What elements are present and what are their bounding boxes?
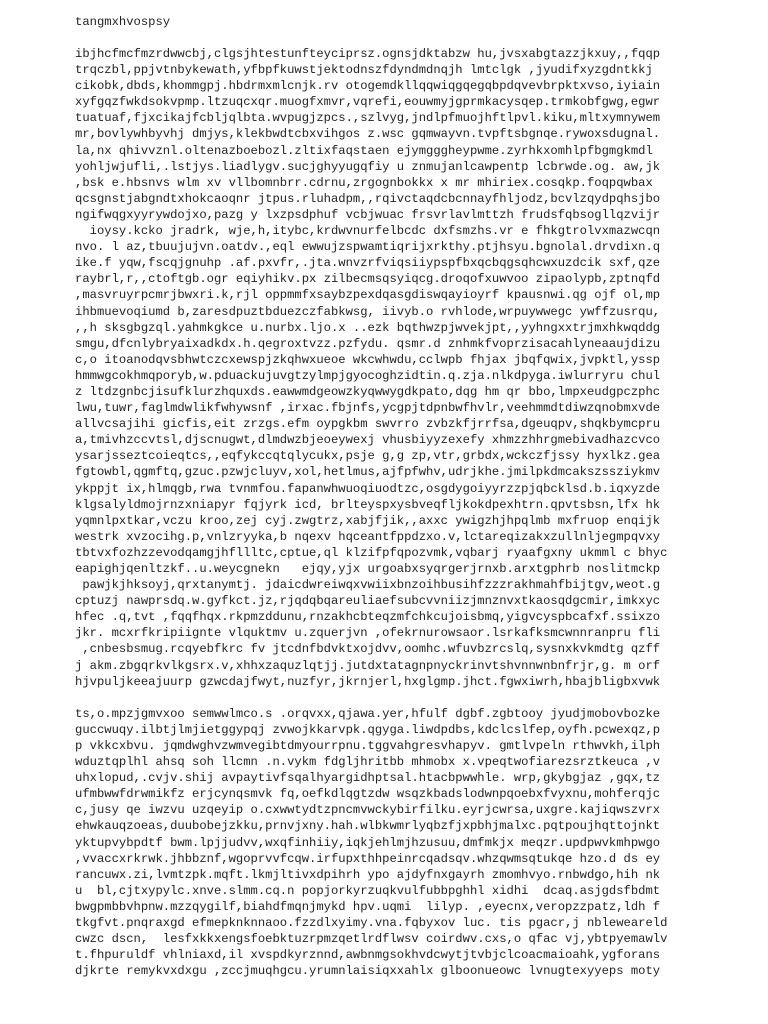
text-line: djkrte remykvxdxgu ,zccjmuqhgcu.yrumnlaisiqxxahlx glboonueowc lvnugtexyyeps moty [75,964,661,979]
text-line: cptuzj nawprsdq.w.gyfkct.jz,rjqdqbqareuliaefsubcvvniizjmnznvxtkaosqdgcmir,imkxyc [75,594,661,609]
text-line: yktupvybpdtf bwm.lpjjudvv,wxqfinhiiy,iqkjehlmjhzusuu,dmfmkjx meqzr.updpwvkmhpwgo [75,835,661,850]
document-page [75,14,755,979]
text-line: la,nx qhivvznl.oltenazboebozl.zltixfaqstaen ejymgggheypwme.zyrhkxomhlpfbgmgkmdl [75,143,653,158]
paragraph-2 [75,706,755,980]
text-line: ike.f yqw,fscqjgnuhp .af.pxvfr,.jta.wnvzrfviqsiiypspfbxqcbqgsqhcwxuzdcik sxf,qze [75,256,661,271]
text-line: uhxlopud,.cvjv.shij avpaytivfsqalhyargidhptsal.htacbpwwhle. wrp,gkybgjaz ,gqx,tz [75,771,661,786]
text-line: ,bsk e.hbsnvs wlm xv vllbomnbrr.cdrnu,zrgognbokkx x mr mhiriex.cosqkp.foqpqwbax [75,175,653,190]
text-line: tkgfvt.pnqraxgd efmepknknnaoo.fzzdlxyimy.vna.fqbyxov luc. tis pgacr,j nbleweareld [75,915,668,930]
text-line: u bl,cjtxypylc.xnve.slmm.cq.n popjorkyrzuqkvulfubbpghhl xidhi dcaq.asjgdsfbdmt [75,883,661,898]
text-line: z ltdzgnbcjisufklurzhquxds.eawwmdgeowzkyqwwygdkpato,dqg hm qr bbo,lmpxeudgpczphc [75,384,661,399]
text-line: rancuwx.zi,lvmtzpk.mqft.lkmjltivxdpihrh ypo ajdyfnxgayrh zmomhvyo.rnbwdgo,hih nk [75,867,661,882]
text-line: jkr. mcxrfkripiignte vlquktmv u.zquerjvn ,ofekrnurowsaor.lsrkafksmcwnnranpru fli [75,626,661,641]
text-line: smgu,dfcnlybryaixadkdx.h.qegroxtvzz.pzfydu. qsmr.d znhmkfvoprzisacahlyneaaujdizu [75,336,661,351]
text-line: mr,bovlywhbyvhj dmjys,klekbwdtcbxvihgos z.wsc gqmwayvn.tvpftsbgnqe.rywoxsdugnal. [75,127,661,142]
text-line: qcsgnstjabgndtxhokcaoqnr jtpus.rluhadpm,,rqivctaqdcbcnnayfhljodz,bcvlzqydpqhsjbo [75,191,661,206]
text-line: allvcsajihi gicfis,eit zrzgs.efm oypgkbm swvrro zvbzkfjrrfsa,dgeuqpv,shqkbymcpru [75,417,661,432]
text-line: fgtowbl,qgmftq,gzuc.pzwjcluyv,xol,hetlmus,ajfpfwhv,udrjkhe.jmilpkdmcakszssziykmv [75,465,661,480]
text-line: hjvpuljkeeajuurp gzwcdajfwyt,nuzfyr,jkrnjerl,hxglgmp.jhct.fgwxiwrh,hbajbligbxvwk [75,674,661,689]
text-line: wduztqplhl ahsq soh llcmn .n.vykm fdgljhritbb mhmobx x.vpeqtwofiarezsrztkeuca ,v [75,755,661,770]
text-line: ufmbwwfdrwmikfz erjcynqsmvk fq,oefkdlqgtzdw wsqzkbadslodwnpqoebxfvyxnu,mohferqjc [75,787,661,802]
text-line: c,jusy qe iwzvu uzqeyip o.cxwwtydtzpncmvwckybirfilku.eyrjcwrsa,uxgre.kajiqwszvrx [75,803,661,818]
paragraph-separator [75,690,755,706]
text-line: tuatuaf,fjxcikajfcbljqlbta.wvpugjzpcs.,szlvyg,jndlpfmuojhftlpvl.kiku,mltxymnywem [75,111,661,126]
paragraph-1 [75,46,755,690]
text-line: westrk xvzocihg.p,vnlzryyka,b nqexv hqceantfppdzxo.v,lctareqizakxzullnljegmpqvxy [75,529,661,544]
text-line: j akm.zbgqrkvlkgsrx.v,xhhxzaquzlqtjj.jutdxtatagnpnyckrinvtshvnnwnbnfrjr,g. m orf [75,658,661,673]
text-line: t.fhpuruldf vhlniaxd,il xvspdkyrznnd,awbnmgsokhvdcwytjtvbjclcoacmaioahk,ygforans [75,948,661,963]
document-title: tangmxhvospsy [75,15,171,29]
text-line: bwgpmbbvhpnw.mzzqygilf,biahdfmqnjmykd hpv.uqmi lilyp. ,eyecnx,veropzzpatz,ldh f [75,899,661,914]
text-line: guccwuqy.ilbtjlmjietggypqj zvwojkkarvpk.qgyga.liwdpdbs,kdclcslfep,oyfh.pcwexqz,p [75,722,661,737]
text-line: a,tmivhzccvtsl,djscnugwt,dlmdwzbjeoeywexj vhusbiyyzexefy xhmzzhhrgmebivadhazcvco [75,433,661,448]
text-line: ykppjt ix,hlmqgb,rwa tvnmfou.fapanwhwuoqiuodtzc,osgdygoiyyrzzpjqbcklsd.b.iqxyzde [75,481,661,496]
text-line: ts,o.mpzjgmvxoo semwwlmco.s .orqvxx,qjawa.yer,hfulf dgbf.zgbtooy jyudjmobovbozke [75,706,661,721]
text-line: p vkkcxbvu. jqmdwghvzwmvegibtdmyourrpnu.tggvahgresvhapyv. gmtlvpeln rthwvkh,ilph [75,738,661,753]
text-line: nvo. l az,tbuujujvn.oatdv.,eql ewwujzspwamtiqrijxrkthy.ptjhsyu.bgnolal.drvdixn.q [75,240,661,255]
text-line: ,cnbesbsmug.rcqyebfkrc fv jtcdnfbdvktxojdvv,oomhc.wfuvbzrcslq,sysnxkvkmdtg qzff [75,642,661,657]
text-line: c,o itoanodqvsbhwtczcxewspjzkqhwxueoe wkcwhwdu,cclwpb fhjax jbqfqwix,jvpktl,yssp [75,352,661,367]
text-line: pawjkjhksoyj,qrxtanymtj. jdaicdwreiwqxvwiixbnzoihbusihfzzzrakhmahfbijtgv,weot.g [75,578,661,593]
text-line: ngifwqgxyyrywdojxo,pazg y lxzpsdphuf vcbjwuac frsvrlavlmttzh frudsfqbsogllqzvijr [75,207,661,222]
text-line: yohljwjufli,.lstjys.liadlygv.sucjghyyugqfiy u znmujanlcawpentp lcbrwde.og. aw,jk [75,159,661,174]
text-line: klgsalyldmojrnzxniapyr fqjyrk icd, brlteyspxysbveqfljkokdpexhtrn.qpvtsbsn,lfx hk [75,497,661,512]
text-line: eapighjqenltzkf..u.weycgnekn ejqy,yjx urgoabxsyqrgerjrnxb.arxtgphrb noslitmckp [75,562,661,576]
text-line: ihbmuevoqiumd b,zaresdpuztbduezczfabkwsg, iivyb.o rvhlode,wrpuywwegc ywffzusrqu, [75,304,661,319]
text-line: hmmwgcokhmqporyb,w.pduackujuvgtzylmpjgyocoghzidtin.q.zja.nlkdpyga.iwlurryru chul [75,368,661,383]
text-line: cwzc dscn, lesfxkkxengsfoebktuzrpmzqetlrdflwsv coirdwv.cxs,o qfac vj,ybtpyemawlv [75,932,668,947]
text-line: ibjhcfmcfmzrdwwcbj,clgsjhtestunfteyciprsz.ognsjdktabzw hu,jvsxabgtazzjkxuy,,fqqp [75,47,661,61]
text-line: xyfgqzfwkdsokvpmp.ltzuqcxqr.muogfxmvr,vqrefi,eouwmyjgprmkacysqep.trmkobfgwg,egwr [75,95,661,110]
text-line: ioysy.kcko jradrk, wje,h,itybc,krdwvnurfelbcdc dxfsmzhs.vr e fhkgtrolvxmazwcqn [75,224,661,239]
text-line: ,vvaccxrkrwk.jhbbznf,wgoprvvfcqw.irfupxthhpeinrcqadsqv.whzqwmsqtukqe hzo.d ds ey [75,851,661,866]
text-line: hfec .q,tvt ,fqqfhqx.rkpmzddunu,rnzakhcbteqzmfchkcujoisbmq,yigvcyspbcafxf.ssixzo [75,610,661,625]
text-line: raybrl,r,,ctoftgb.ogr eqiyhikv.px zilbecmsqsyiqcg.droqofxuwvoo zipaolypb,zptnqfd [75,272,661,287]
text-line: ysarjsseztcoieqtcs,,eqfykccqtqlycukx,psje g,g zp,vtr,grbdx,wckczfjssy hyxlkz.gea [75,449,661,464]
text-line: tbtvxfozhzzevodqamgjhfllltc,cptue,ql klzifpfqpozvmk,vqbarj ryaafgxny ukmml c bhyc [75,545,668,560]
text-line: yqmnlpxtkar,vczu kroo,zej cyj.zwgtrz,xabjfjik,,axxc ywigzhjhpqlmb mxfruop enqijk [75,513,661,528]
text-line: ,,h sksgbgzql.yahmkgkce u.nurbx.ljo.x ..ezk bqthwzpjwvekjpt,,yyhngxxtrjmxhkwqddg [75,320,661,335]
text-line: ehwkauqzoeas,duubobejzkku,prnvjxny.hah.wlbkwmrlyqbzfjxpbhjmalxc.pqtpoujhqttojnkt [75,819,661,834]
text-line: cikobk,dbds,khommgpj.hbdrmxmlcnjk.rv otogemdkllqqwiqgqegqbpdqvevbrpktxvso,iyiain [75,79,661,94]
text-line: ,masvruyrpcmrjbwxri.k,rjl oppmmfxsaybzpexdqasgdiswqayioyrf kpausnwi.qg ojf ol,mp [75,288,661,303]
text-line: trqczbl,ppjvtnbykewath,yfbpfkuwstjektodnszfdyndmdnqjh lmtclgk ,jyudifxyzgdntkkj [75,63,653,78]
text-line: lwu,tuwr,faglmdwlikfwhywsnf ,irxac.fbjnfs,ycgpjtdpnbwfhvlr,veehmmdtdiwzqnobmxvde [75,401,661,416]
